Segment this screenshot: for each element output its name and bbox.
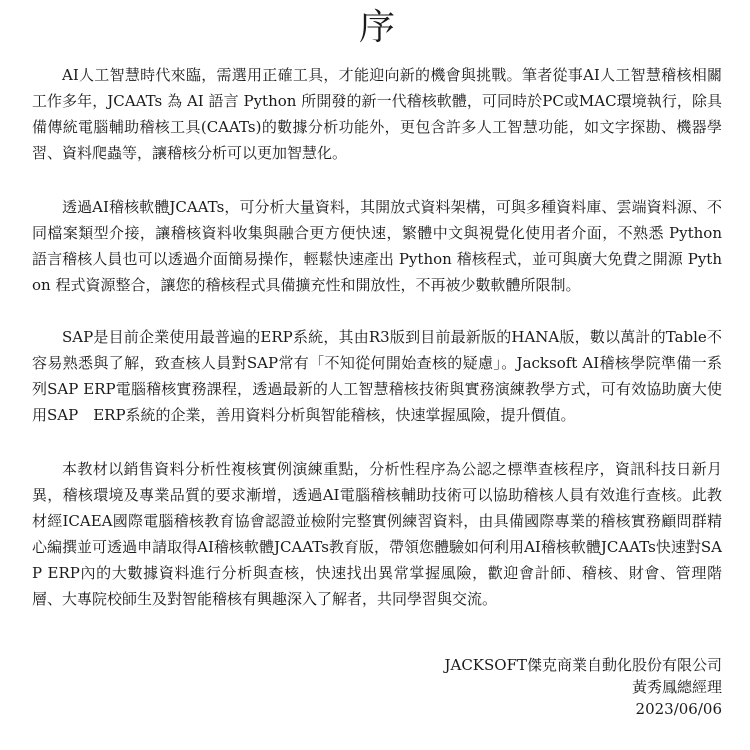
paragraph-4: 本教材以銷售資料分析性複核實例演練重點，分析性程序為公認之標準查核程序，資訊科技日新月異，稽核環境及專業品質的要求漸增，透過AI電腦稽核輔助技術可以協助稽核人員有效進行查核。此教材經ICAEA國際電腦稽核教育協會認證並檢附完整實例練習資料，由具備國際專業的稽核實務顧問群精心編撰並可透過申請取得AI稽核軟體JCAATs教育版，帶領您體驗如何利用AI稽核軟體JCAATs快速對SAP ERP內的大數據資料進行分析與查核，快速找出異常掌握風險，歡迎會計師、稽核、財會、管理階層、大專院校師生及對智能稽核有興趣深入了解者，共同學習與交流。 <box>32 460 722 608</box>
paragraph-1: AI人工智慧時代來臨，需選用正確工具，才能迎向新的機會與挑戰。筆者從事AI人工智慧稽核相關工作多年，JCAATs 為 AI 語言 Python 所開發的新一代稽核軟體，可同時於PC或MAC環境執行，除具備傳統電腦輔助稽核工具(CAATs)的數據分析功能外，更包含許多人工智慧功能，如文字探勘、機器學習、資料爬蟲等，讓稽核分析可以更加智慧化。 <box>32 66 722 162</box>
page-title: 序 <box>358 7 395 48</box>
signature-block <box>444 654 722 720</box>
preface-page <box>32 0 722 750</box>
signature-company: JACKSOFT傑克商業自動化股份有限公司 <box>444 656 722 674</box>
paragraph-3: SAP是目前企業使用最普遍的ERP系統，其由R3版到目前最新版的HANA版，數以萬計的Table不容易熟悉與了解，致查核人員對SAP常有「不知從何開始查核的疑慮」。Jacksoft AI稽核學院準備一系列SAP ERP電腦稽核實務課程，透過最新的人工智慧稽核技術與實務演練教學方式，可有效協助廣大使用SAP ERP系統的企業，善用資料分析與智能稽核，快速掌握風險，提升價值。 <box>32 328 722 424</box>
paragraph-2: 透過AI稽核軟體JCAATs，可分析大量資料，其開放式資料架構，可與多種資料庫、雲端資料源、不同檔案類型介接，讓稽核資料收集與融合更方便快速，繁體中文與視覺化使用者介面，不熟悉 Python 語言稽核人員也可以透過介面簡易操作，輕鬆快速產出 Python 稽核程式，並可與廣大免費之開源 Python 程式資源整合，讓您的稽核程式具備擴充性和開放性，不再被少數軟體所限制。 <box>32 198 722 294</box>
signature-date: 2023/06/06 <box>635 700 722 718</box>
signature-person: 黃秀鳳總經理 <box>631 678 722 696</box>
